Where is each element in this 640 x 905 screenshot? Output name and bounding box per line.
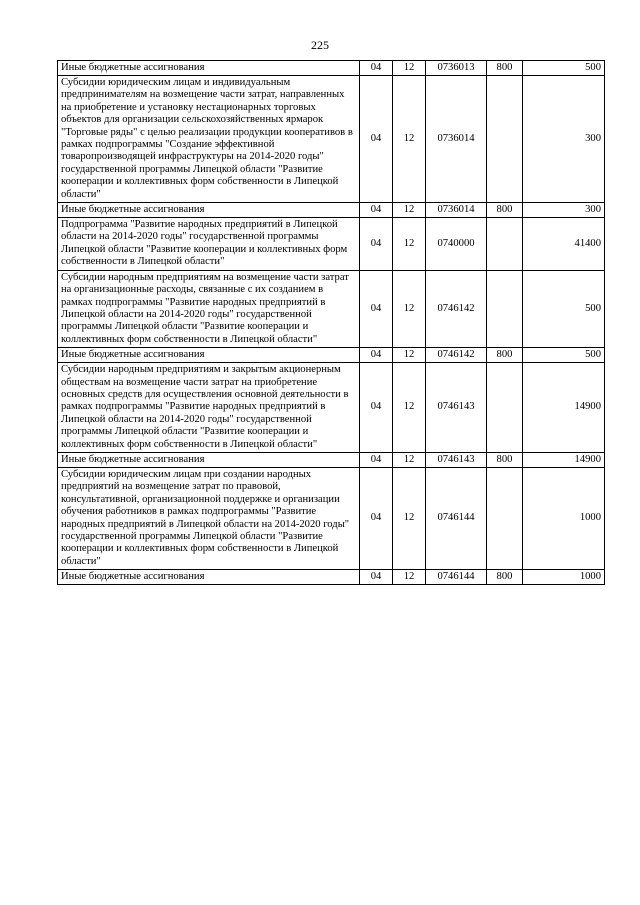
row-amount: 500 xyxy=(523,61,605,76)
row-target-code: 0746144 xyxy=(426,570,487,585)
row-target-code: 0746143 xyxy=(426,363,487,453)
row-amount: 14900 xyxy=(523,363,605,453)
row-section: 04 xyxy=(360,203,393,218)
row-amount: 41400 xyxy=(523,218,605,271)
page-number: 225 xyxy=(311,38,329,52)
row-name: Иные бюджетные ассигнования xyxy=(58,452,360,467)
row-target-code: 0746142 xyxy=(426,270,487,347)
row-target-code: 0746144 xyxy=(426,467,487,569)
row-name: Субсидии юридическим лицам и индивидуальным предпринимателям на возмещение части затрат, направленных на приобретение и установку нестационарных торговых объектов для организации сельскохозяйственных ярмарок "Торговые ряды" с целью реализации продукции кооперативов в рамках подпрограммы "Создание эффективной товаропроизводящей инфраструктуры на 2014-2020 годы" государственной программы Липецкой области "Развитие кооперации и коллективных форм собственности в Липецкой области" xyxy=(58,76,360,203)
table-row xyxy=(58,363,605,453)
row-subsection: 12 xyxy=(393,270,426,347)
table-row xyxy=(58,467,605,569)
row-amount: 300 xyxy=(523,203,605,218)
row-target-code: 0746142 xyxy=(426,348,487,363)
row-name: Подпрограмма "Развитие народных предприятий в Липецкой области на 2014-2020 годы" государственной программы Липецкой области "Развитие кооперации и коллективных форм собственности в Липецкой области" xyxy=(58,218,360,271)
row-name: Субсидии юридическим лицам при создании народных предприятий на возмещение затрат по правовой, консультативной, организационной поддержке и организации обучения работников в рамках подпрограммы "Развитие народных предприятий в Липецкой области на 2014-2020 годы" государственной программы Липецкой области "Развитие кооперации и коллективных форм собственности в Липецкой области" xyxy=(58,467,360,569)
row-subsection: 12 xyxy=(393,570,426,585)
table-row xyxy=(58,570,605,585)
row-name: Иные бюджетные ассигнования xyxy=(58,61,360,76)
row-subsection: 12 xyxy=(393,203,426,218)
row-expense-type xyxy=(487,467,523,569)
row-subsection: 12 xyxy=(393,363,426,453)
row-section: 04 xyxy=(360,218,393,271)
row-subsection: 12 xyxy=(393,61,426,76)
row-target-code: 0740000 xyxy=(426,218,487,271)
row-expense-type xyxy=(487,218,523,271)
row-expense-type xyxy=(487,76,523,203)
table-row xyxy=(58,452,605,467)
row-name: Иные бюджетные ассигнования xyxy=(58,570,360,585)
row-expense-type xyxy=(487,363,523,453)
row-amount: 500 xyxy=(523,348,605,363)
row-amount: 14900 xyxy=(523,452,605,467)
table-row xyxy=(58,203,605,218)
row-name: Иные бюджетные ассигнования xyxy=(58,203,360,218)
table-row xyxy=(58,61,605,76)
row-target-code: 0736013 xyxy=(426,61,487,76)
row-subsection: 12 xyxy=(393,76,426,203)
row-section: 04 xyxy=(360,270,393,347)
row-amount: 1000 xyxy=(523,570,605,585)
row-amount: 1000 xyxy=(523,467,605,569)
row-amount: 300 xyxy=(523,76,605,203)
row-amount: 500 xyxy=(523,270,605,347)
row-subsection: 12 xyxy=(393,467,426,569)
budget-table xyxy=(57,60,605,585)
row-expense-type: 800 xyxy=(487,203,523,218)
row-section: 04 xyxy=(360,452,393,467)
row-expense-type xyxy=(487,270,523,347)
row-name: Субсидии народным предприятиям на возмещение части затрат на организационные расходы, связанные с их созданием в рамках подпрограммы "Развитие народных предприятий в Липецкой области на 2014-2020 годы" государственной программы Липецкой области "Развитие кооперации и коллективных форм собственности в Липецкой области" xyxy=(58,270,360,347)
row-section: 04 xyxy=(360,348,393,363)
row-target-code: 0736014 xyxy=(426,76,487,203)
row-target-code: 0746143 xyxy=(426,452,487,467)
row-subsection: 12 xyxy=(393,218,426,271)
row-section: 04 xyxy=(360,363,393,453)
table-row xyxy=(58,348,605,363)
table-row xyxy=(58,270,605,347)
row-section: 04 xyxy=(360,76,393,203)
budget-table-body xyxy=(58,61,605,585)
row-section: 04 xyxy=(360,467,393,569)
row-expense-type: 800 xyxy=(487,452,523,467)
row-name: Иные бюджетные ассигнования xyxy=(58,348,360,363)
row-expense-type: 800 xyxy=(487,570,523,585)
table-row xyxy=(58,218,605,271)
row-target-code: 0736014 xyxy=(426,203,487,218)
row-expense-type: 800 xyxy=(487,348,523,363)
row-section: 04 xyxy=(360,570,393,585)
row-section: 04 xyxy=(360,61,393,76)
row-subsection: 12 xyxy=(393,452,426,467)
row-expense-type: 800 xyxy=(487,61,523,76)
row-name: Субсидии народным предприятиям и закрытым акционерным обществам на возмещение части затрат на приобретение основных средств для осуществления основной деятельности в рамках подпрограммы "Развитие народных предприятий в Липецкой области на 2014-2020 годы" государственной программы Липецкой области "Развитие кооперации и коллективных форм собственности в Липецкой области" xyxy=(58,363,360,453)
table-row xyxy=(58,76,605,203)
row-subsection: 12 xyxy=(393,348,426,363)
